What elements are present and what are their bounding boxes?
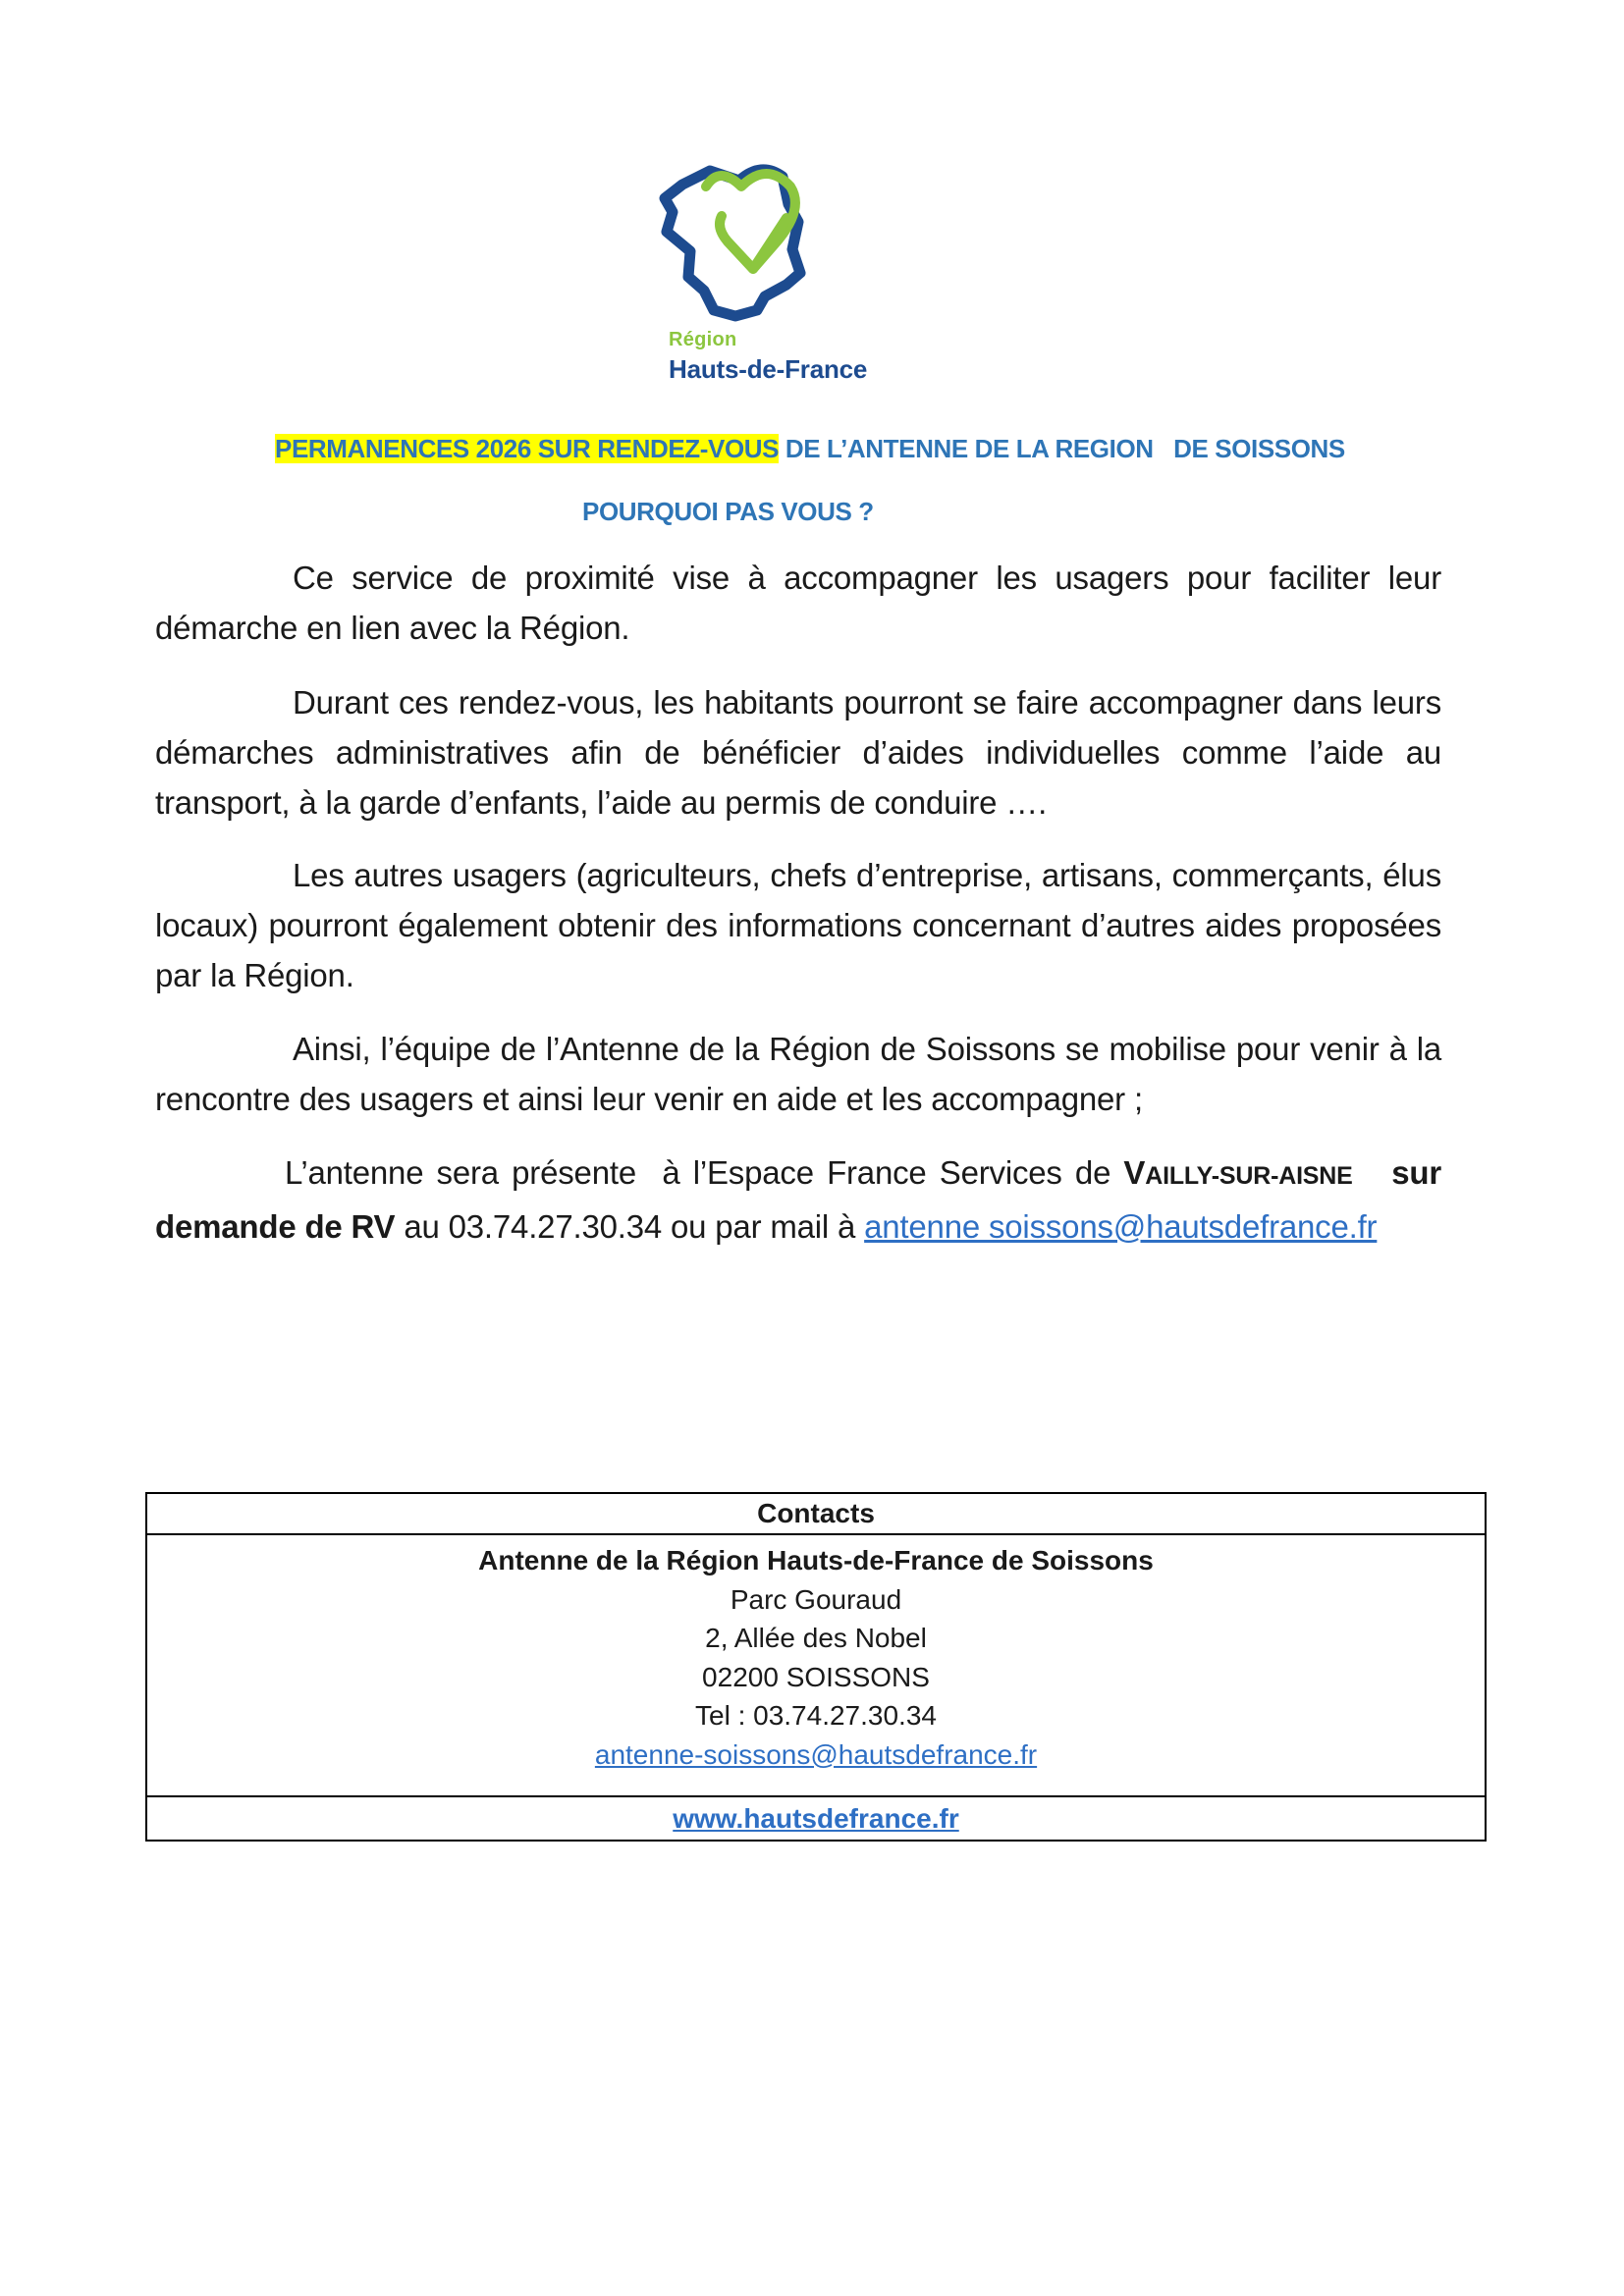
contacts-header: Contacts [146,1493,1486,1534]
place-rest: AILLY-SUR-AISNE [1145,1162,1353,1190]
contact-city: 02200 SOISSONS [702,1661,930,1692]
email-link[interactable]: antenne soissons@hautsdefrance.fr [864,1208,1378,1245]
place-name [1123,1154,1352,1191]
logo-name-label: Hauts-de-France [669,354,868,384]
title-highlighted: PERMANENCES 2026 SUR RENDEZ-VOUS [275,434,780,463]
document-title [275,434,1345,464]
document-subtitle: POURQUOI PAS VOUS ? [582,497,874,526]
paragraph-2: Durant ces rendez-vous, les habitants pourront se faire accompagner dans leurs démarches administratives afin de bénéficier d’aides individuelles comme l’aide au transport, à la garde d’enfants, l’aide au permis de conduire …. [155,684,1441,821]
contact-name: Antenne de la Région Hauts-de-France de Soissons [478,1545,1154,1575]
place-initial: V [1123,1154,1146,1191]
p5-lead: L’antenne sera présente à l’Espace France Services de [285,1154,1124,1191]
contact-address-1: Parc Gouraud [730,1583,902,1615]
contact-email-link[interactable]: antenne-soissons@hautsdefrance.fr [594,1738,1038,1770]
logo-region-label: Région [669,329,737,350]
contact-address-2: 2, Allée des Nobel [705,1623,927,1653]
p5-middle: au 03.74.27.30.34 ou par mail à [395,1208,865,1245]
paragraph-4: Ainsi, l’équipe de l’Antenne de la Région de Soissons se mobilise pour venir à la rencontre des usagers et ainsi leur venir en aide et les accompagner ; [155,1031,1441,1117]
region-logo [643,147,869,393]
paragraph-5 [155,1148,1450,1252]
title-rest: DE L’ANTENNE DE LA REGION DE SOISSONS [779,434,1345,463]
contacts-table [145,1492,1487,1842]
france-heart-icon [643,147,839,324]
website-link[interactable]: www.hautsdefrance.fr [673,1802,959,1834]
p5-bold: sur demande de RV [155,1154,1450,1245]
contact-tel: Tel : 03.74.27.30.34 [695,1700,937,1731]
paragraph-1: Ce service de proximité vise à accompagner les usagers pour faciliter leur démarche en lien avec la Région. [155,560,1441,646]
paragraph-3: Les autres usagers (agriculteurs, chefs d’entreprise, artisans, commerçants, élus locaux) pourront également obtenir des informations concernant d’autres aides proposées par la Région. [155,857,1441,993]
contacts-details [146,1534,1486,1796]
contacts-footer [146,1796,1486,1841]
